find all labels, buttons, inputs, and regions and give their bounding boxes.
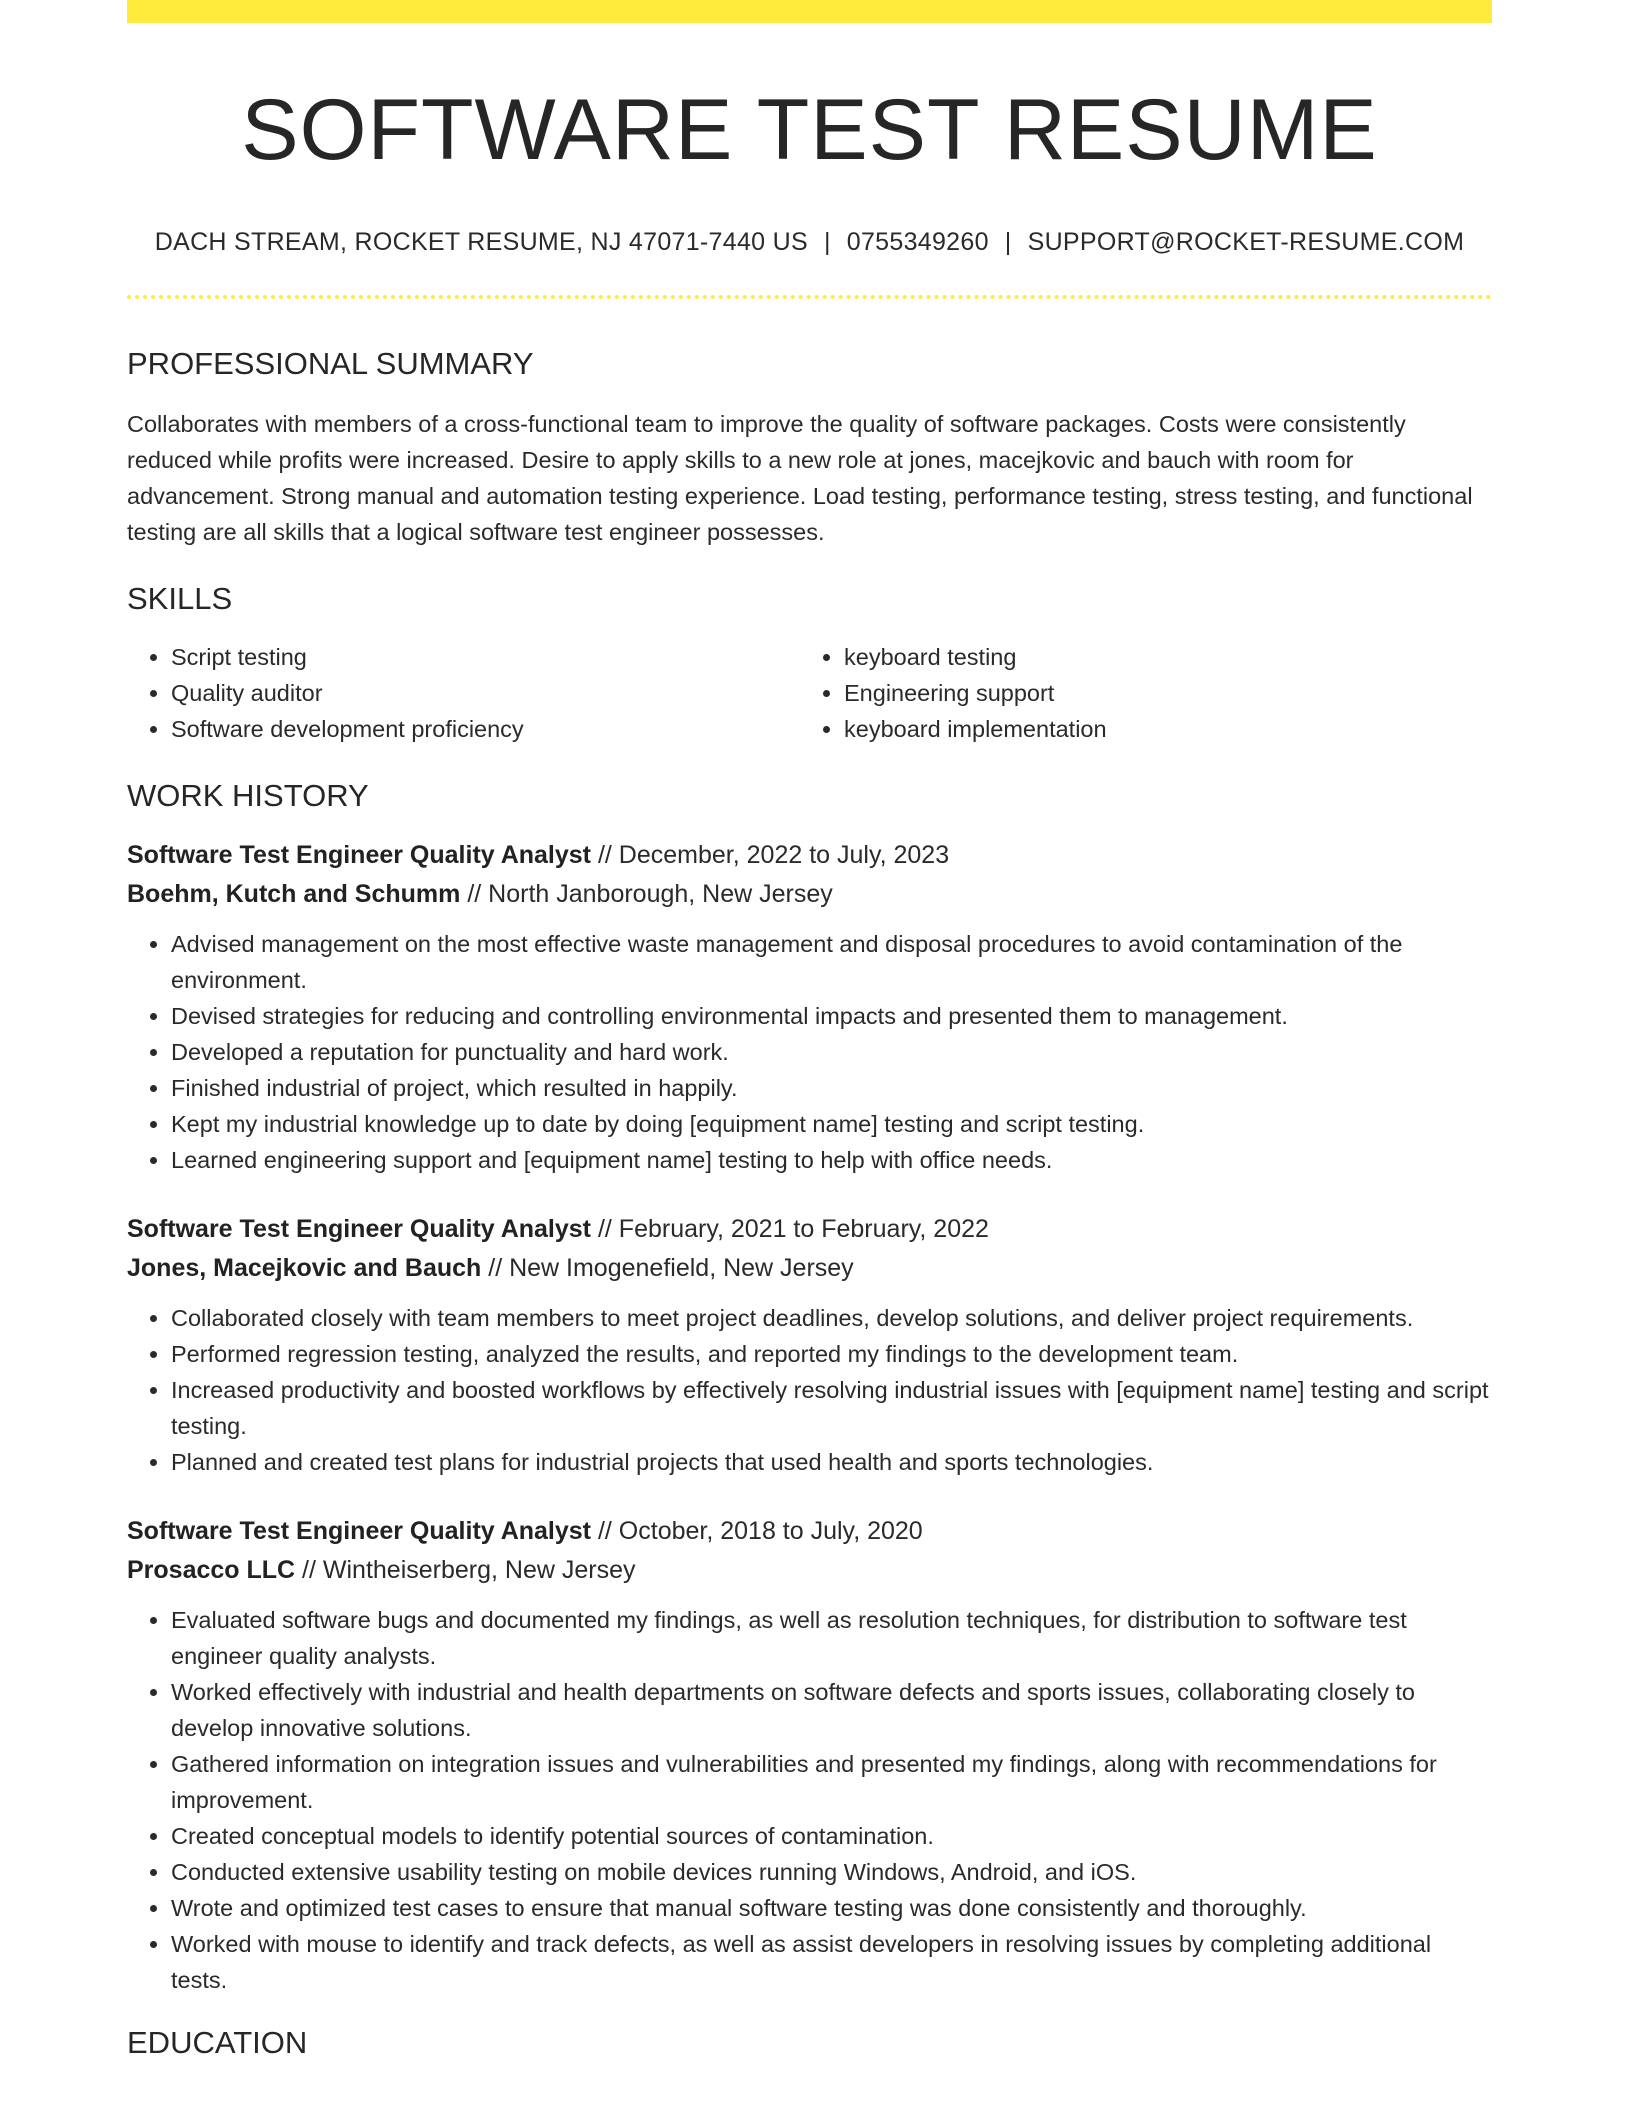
job-bullet: • Evaluated software bugs and documented my findings, as well as resolution techniques, for distribution to software test engineer quality analysts. — [171, 1602, 1492, 1674]
job-bullets — [127, 1300, 1492, 1480]
contact-line — [127, 228, 1492, 257]
job-bullet: • Wrote and optimized test cases to ensure that manual software testing was done consistently and thoroughly. — [171, 1890, 1492, 1926]
skill-item: • Script testing — [171, 639, 800, 675]
job-bullet: • Kept my industrial knowledge up to date by doing [equipment name] testing and script testing. — [171, 1106, 1492, 1142]
job-title: Software Test Engineer Quality Analyst — [127, 1215, 592, 1244]
job-bullets — [127, 1602, 1492, 1998]
job-title: Software Test Engineer Quality Analyst — [127, 841, 592, 870]
job-company: Prosacco LLC — [127, 1556, 296, 1585]
contact-email: SUPPORT@ROCKET-RESUME.COM — [1027, 227, 1465, 256]
contact-address: DACH STREAM, ROCKET RESUME, NJ 47071-7440 US — [154, 227, 808, 256]
work-history-heading: WORK HISTORY — [127, 777, 369, 813]
job-company-line — [127, 875, 1492, 914]
accent-top-bar — [127, 0, 1492, 23]
skill-item: • Engineering support — [844, 675, 1473, 711]
job-location: // Wintheiserberg, New Jersey — [295, 1556, 636, 1585]
skills-column-right — [800, 639, 1473, 747]
dotted-divider — [127, 295, 1492, 299]
job-bullet: • Learned engineering support and [equipment name] testing to help with office needs. — [171, 1142, 1492, 1178]
skill-item: • keyboard testing — [844, 639, 1473, 675]
contact-phone: 0755349260 — [846, 227, 989, 256]
skills-heading: SKILLS — [127, 580, 233, 616]
job-company: Boehm, Kutch and Schumm — [127, 880, 461, 909]
job-company-line — [127, 1249, 1492, 1288]
skill-item: • Software development proficiency — [171, 711, 800, 747]
job-bullet: • Worked effectively with industrial and health departments on software defects and sports issues, collaborating closely to develop innovative solutions. — [171, 1674, 1492, 1746]
job-entry — [127, 1210, 1492, 1480]
job-entry — [127, 836, 1492, 1178]
skills-column-left — [127, 639, 800, 747]
job-bullet: • Increased productivity and boosted workflows by effectively resolving industrial issues with [equipment name] testing and script testing. — [171, 1372, 1492, 1444]
job-bullet: • Collaborated closely with team members to meet project deadlines, develop solutions, and deliver project requirements. — [171, 1300, 1492, 1336]
job-company: Jones, Macejkovic and Bauch — [127, 1254, 482, 1283]
job-title: Software Test Engineer Quality Analyst — [127, 1517, 592, 1546]
contact-separator: | — [1004, 227, 1012, 256]
job-bullet: • Finished industrial of project, which resulted in happily. — [171, 1070, 1492, 1106]
job-bullet: • Performed regression testing, analyzed the results, and reported my findings to the development team. — [171, 1336, 1492, 1372]
resume-page — [127, 0, 1492, 2061]
job-dates: // February, 2021 to February, 2022 — [591, 1215, 989, 1244]
job-bullet: • Planned and created test plans for industrial projects that used health and sports technologies. — [171, 1444, 1492, 1480]
job-bullet: • Conducted extensive usability testing on mobile devices running Windows, Android, and iOS. — [171, 1854, 1492, 1890]
job-bullet: • Worked with mouse to identify and track defects, as well as assist developers in resolving issues by completing additional tests. — [171, 1926, 1492, 1998]
job-entry — [127, 1512, 1492, 1998]
job-title-line — [127, 1210, 1492, 1249]
job-bullets — [127, 926, 1492, 1178]
job-location: // New Imogenefield, New Jersey — [481, 1254, 854, 1283]
education-heading: EDUCATION — [127, 2025, 308, 2061]
summary-heading: PROFESSIONAL SUMMARY — [127, 345, 534, 381]
job-title-line — [127, 1512, 1492, 1551]
job-bullet: • Devised strategies for reducing and controlling environmental impacts and presented them to management. — [171, 998, 1492, 1034]
job-bullet: • Advised management on the most effective waste management and disposal procedures to avoid contamination of the environment. — [171, 926, 1492, 998]
job-company-line — [127, 1551, 1492, 1590]
job-dates: // October, 2018 to July, 2020 — [591, 1517, 923, 1546]
contact-separator: | — [823, 227, 831, 256]
job-bullet: • Developed a reputation for punctuality and hard work. — [171, 1034, 1492, 1070]
job-dates: // December, 2022 to July, 2023 — [591, 841, 950, 870]
resume-title: SOFTWARE TEST RESUME — [241, 82, 1378, 178]
skill-item: • keyboard implementation — [844, 711, 1473, 747]
job-bullet: • Gathered information on integration issues and vulnerabilities and presented my findings, along with recommendations for improvement. — [171, 1746, 1492, 1818]
summary-text: Collaborates with members of a cross-functional team to improve the quality of software packages. Costs were consistently reduced while profits were increased. Desire to apply skills to a new role at jones, macejkovic and bauch with room for advancement. Strong manual and automation testing experience. Load testing, performance testing, stress testing, and functional testing are all skills that a logical software test engineer possesses. — [127, 410, 1473, 545]
job-location: // North Janborough, New Jersey — [460, 880, 833, 909]
job-title-line — [127, 836, 1492, 875]
skill-item: • Quality auditor — [171, 675, 800, 711]
job-bullet: • Created conceptual models to identify potential sources of contamination. — [171, 1818, 1492, 1854]
skills-grid — [127, 639, 1492, 747]
